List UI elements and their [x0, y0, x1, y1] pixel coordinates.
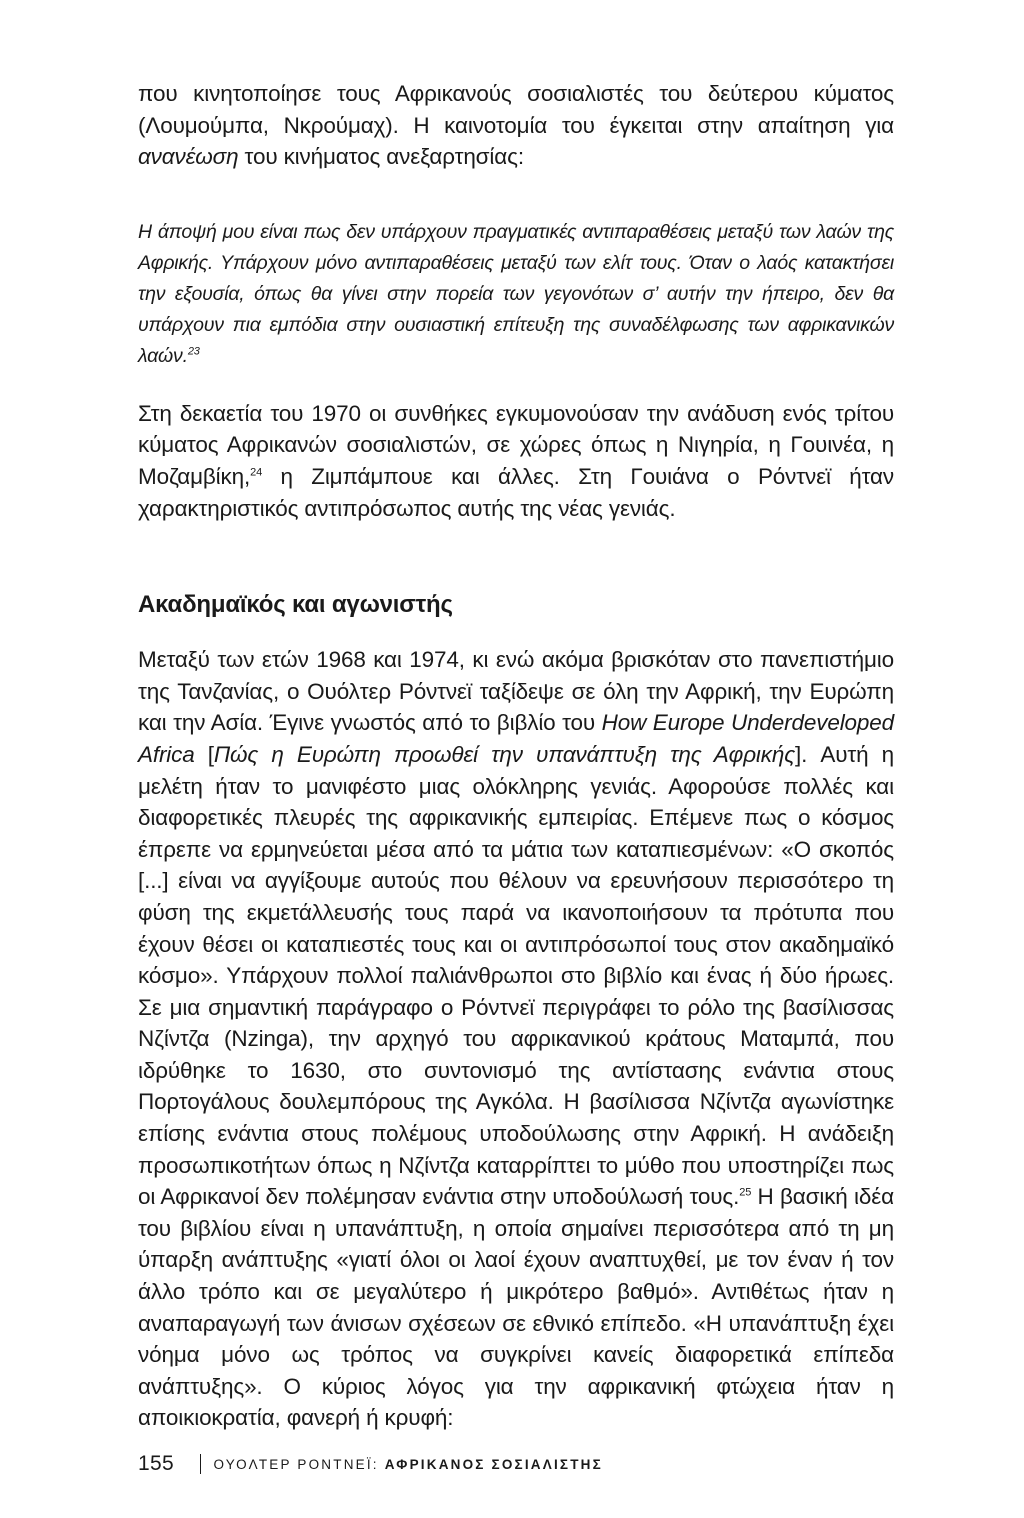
page-footer [138, 1452, 603, 1476]
paragraph-academic [138, 644, 894, 1434]
book-title-greek: Πώς η Ευρώπη προωθεί την υπανάπτυξη της Αφρικής [213, 741, 796, 767]
page-body [138, 78, 894, 1434]
footnote-ref-23: 23 [187, 345, 200, 358]
paragraph-intro-emphasis: ανανέωση [138, 144, 239, 170]
section-heading: Ακαδημαϊκός και αγωνιστής [138, 591, 453, 619]
book-title-english: How Europe Underdeveloped Africa [138, 710, 894, 767]
paragraph-academic-text-b: ]. Αυτή η μελέτη ήταν το μανιφέστο μιας ολόκληρης γενιάς. Αφορούσε πολλές και διαφορετικές πλευρές της αφρικανικής εμπειρίας. Επέμενε πως ο κόσμος έπρεπε να ερμηνεύεται μέσα από τα μάτια των καταπιεσμένων: «Ο σκοπός [...] είναι να αγγίξουμε αυτούς που θέλουν να ερευνήσουν περισσότερο τη φύση της εκμετάλλευσής τους παρά να ικανοποιήσουν τα πρότυπα που έχουν θέσει οι καταπιεστές τους και οι αντιπρόσωποί τους στον ακαδημαϊκό κόσμο». Υπάρχουν πολλοί παλιάνθρωποι στο βιβλίο και ένας ή δύο ήρωες. Σε μια σημαντική παράγραφο ο Ρόντνεϊ περιγράφει το ρόλο της βασίλισσας Νζίντζα (Nzinga), την αρχηγό του αφρικανικού κράτους Ματαμπά, που ιδρύθηκε το 1630, στο συντονισμό της αντίστασης ενάντια στους Πορτογάλους δουλεμπόρους της Αγκόλα. Η βασίλισσα Νζίντζα αγωνίστηκε επίσης ενάντια στους πολέμους υποδούλωσης στην Αφρική. Η ανάδειξη προσωπικοτήτων όπως η Νζίντζα καταρρίπτει το μύθο που υποστηρίζει πως οι Αφρικανοί δεν πολέμησαν ενάντια στην υποδούλωσή τους. [138, 741, 894, 1210]
page-number: 155 [138, 1452, 174, 1475]
paragraph-third-wave-text-b: η Ζιμπάμπουε και άλλες. Στη Γουιάνα ο Ρόντνεϊ ήταν χαρακτηριστικός αντιπρόσωπος αυτής της νέας γενιάς. [138, 463, 894, 521]
paragraph-intro [138, 78, 894, 173]
paragraph-intro-text: που κινητοποίησε τους Αφρικανούς σοσιαλιστές του δεύτερου κύματος (Λουμούμπα, Νκρούμαχ). Η καινοτομία του έγκειται στην απαίτηση για [138, 81, 894, 138]
book-title-bracket: [ [194, 741, 214, 767]
paragraph-academic-text-c: Η βασική ιδέα του βιβλίου είναι η υπανάπτυξη, η οποία σημαίνει περισσότερα από τη μη ύπαρξη ανάπτυξης «γιατί όλοι οι λαοί έχουν αναπτυχθεί, με τον έναν ή τον άλλο τρόπο και σε μεγαλύτερο ή μικρότερο βαθμό». Αντιθέτως ήταν η αναπαραγωγή των άνισων σχέσεων σε εθνικό επίπεδο. «Η υπανάπτυξη έχει νόημα μόνο ως τρόπος να συγκρίνει κανείς διαφορετικά επίπεδα ανάπτυξης». Ο κύριος λόγος για την αφρικανική φτώχεια ήταν η αποικιοκρατία, φανερή ή κρυφή: [138, 1184, 894, 1431]
footnote-ref-25: 25 [739, 1186, 752, 1199]
footer-divider [200, 1454, 202, 1474]
footnote-ref-24: 24 [250, 466, 263, 479]
running-head-book: ΑΦΡΙΚΑΝΟΣ ΣΟΣΙΑΛΙΣΤΗΣ [384, 1456, 603, 1472]
paragraph-intro-end: του κινήματος ανεξαρτησίας: [238, 144, 524, 170]
paragraph-third-wave-text-a: Στη δεκαετία του 1970 οι συνθήκες εγκυμονούσαν την ανάδυση ενός τρίτου κύματος Αφρικανών σοσιαλιστών, σε χώρες όπως η Νιγηρία, η Γουινέα, η Μοζαμβίκη, [138, 400, 894, 489]
running-head [213, 1457, 602, 1472]
paragraph-academic-text-a: Μεταξύ των ετών 1968 και 1974, κι ενώ ακόμα βρισκόταν στο πανεπιστήμιο της Τανζανίας, ο Ουόλτερ Ρόντνεϊ ταξίδεψε σε όλη την Αφρική, την Ευρώπη και την Ασία. Έγινε γνωστός από το βιβλίο του [138, 647, 894, 736]
block-quote [138, 217, 894, 372]
block-quote-text: Η άποψή μου είναι πως δεν υπάρχουν πραγματικές αντιπαραθέσεις μεταξύ των λαών της Αφρικής. Υπάρχουν μόνο αντιπαραθέσεις μεταξύ των ελίτ τους. Όταν ο λαός κατακτήσει την εξουσία, όπως θα γίνει στην πορεία των γεγονότων σ’ αυτήν την ήπειρο, δεν θα υπάρχουν πια εμπόδια στην ουσιαστική επίτευξη της συναδέλφωσης των αφρικανικών λαών. [138, 220, 894, 367]
paragraph-third-wave [138, 398, 894, 524]
running-head-author: ΟΥΟΛΤΕΡ ΡΟΝΤΝΕΪ: [213, 1456, 379, 1472]
